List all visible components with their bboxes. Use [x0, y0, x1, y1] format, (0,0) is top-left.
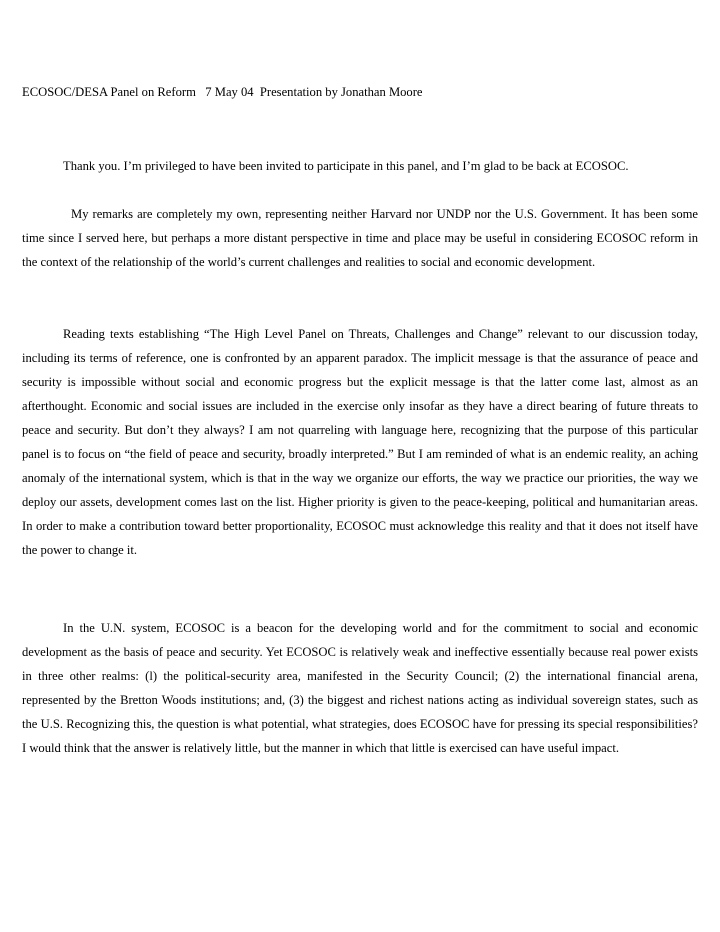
paragraph-3: Reading texts establishing “The High Level Panel on Threats, Challenges and Change” relevant to our discussion today, including its terms of reference, one is confronted by an apparent paradox. The implicit message is that the assurance of peace and security is impossible without social and economic progress but the explicit message is that the latter come last, almost as an afterthought. Economic and social issues are included in the exercise only insofar as they have a direct bearing of future threats to peace and security. But don’t they always? I am not quarreling with language here, recognizing that the purpose of this particular panel is to focus on “the field of peace and security, broadly interpreted.” But I am reminded of what is an endemic reality, an aching anomaly of the international system, which is that in the way we organize our efforts, the way we practice our priorities, the way we deploy our assets, development comes last on the list. Higher priority is given to the peace-keeping, political and humanitarian areas. In order to make a contribution toward better proportionality, ECOSOC must acknowledge this reality and that it does not itself have the power to change it. [22, 327, 698, 557]
paragraph-1: Thank you. I’m privileged to have been invited to participate in this panel, and I’m glad to be back at ECOSOC. [63, 159, 629, 173]
paragraph-2: My remarks are completely my own, representing neither Harvard nor UNDP nor the U.S. Government. It has been some time since I served here, but perhaps a more distant perspective in time and place may be useful in considering ECOSOC reform in the context of the relationship of the world’s current challenges and realities to social and economic development. [22, 207, 698, 269]
paragraph-4: In the U.N. system, ECOSOC is a beacon for the developing world and for the commitment to social and economic development as the basis of peace and security. Yet ECOSOC is relatively weak and ineffective essentially because real power exists in three other realms: (l) the political-security area, manifested in the Security Council; (2) the international financial arena, represented by the Bretton Woods institutions; and, (3) the biggest and richest nations acting as individual sovereign states, such as the U.S. Recognizing this, the question is what potential, what strategies, does ECOSOC have for pressing its special responsibilities? I would think that the answer is relatively little, but the manner in which that little is exercised can have useful impact. [22, 621, 698, 755]
document-header: ECOSOC/DESA Panel on Reform 7 May 04 Presentation by Jonathan Moore [22, 85, 423, 99]
